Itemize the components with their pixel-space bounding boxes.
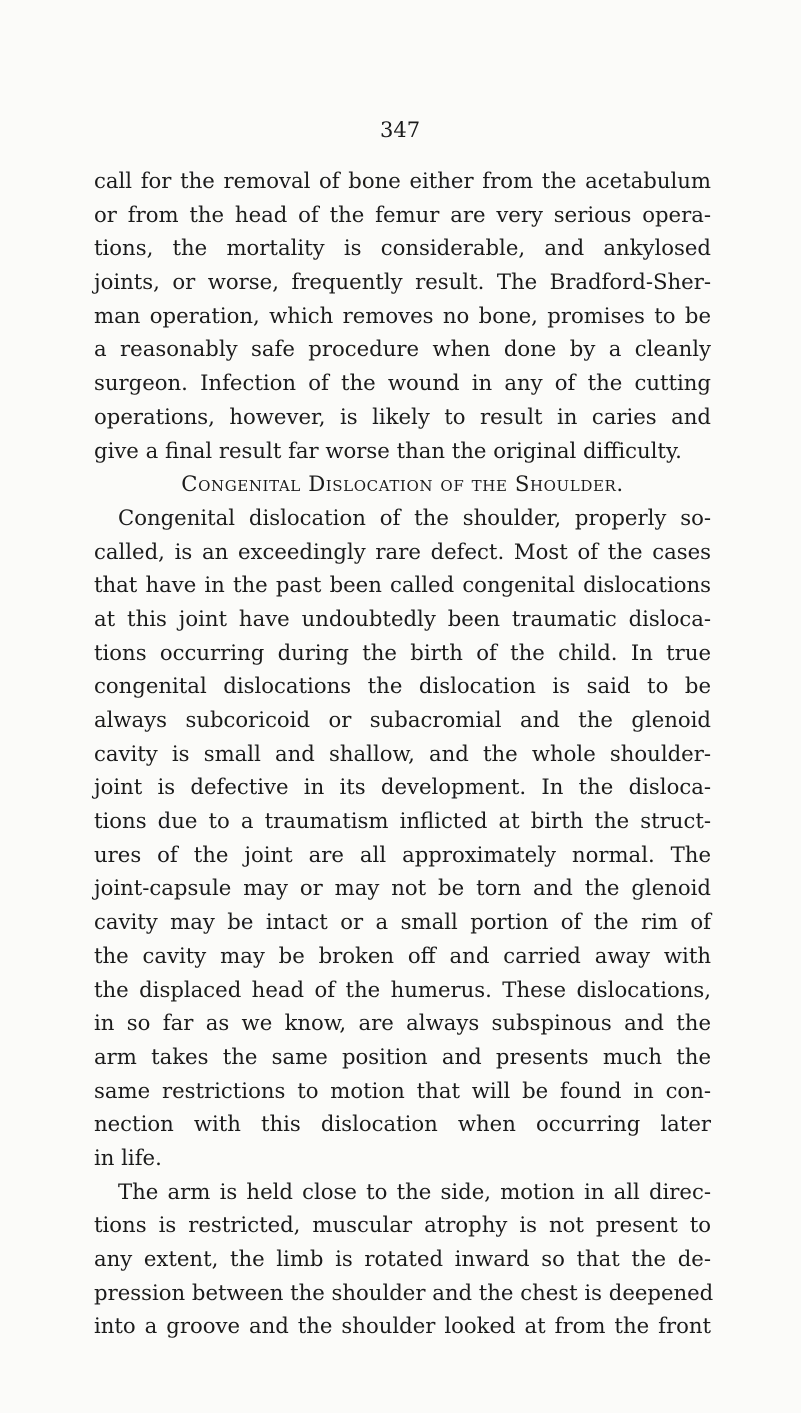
text-line: called, is an exceedingly rare defect. Most of the cases (94, 538, 711, 564)
text-line: The arm is held close to the side, motion in all direc- (118, 1178, 711, 1204)
text-line: joints, or worse, frequently result. The Bradford-Sher- (94, 269, 711, 295)
text-line: tions is restricted, muscular atrophy is not present to (94, 1212, 711, 1238)
text-line: joint-capsule may or may not be torn and the glenoid (94, 875, 711, 901)
text-line: a reasonably safe procedure when done by a cleanly (94, 336, 711, 362)
text-line: surgeon. Infection of the wound in any of the cutting (94, 370, 711, 396)
text-line: cavity may be intact or a small portion of the rim of (94, 909, 711, 935)
text-line: in so far as we know, are always subspinous and the (94, 1010, 711, 1036)
body-text (94, 164, 714, 1343)
text-line: into a groove and the shoulder looked at from the front (94, 1313, 711, 1339)
text-line: cavity is small and shallow, and the whole shoulder- (94, 740, 711, 766)
paragraph-3 (94, 1175, 714, 1343)
text-line: the cavity may be broken off and carried away with (94, 942, 711, 968)
text-line: congenital dislocations the dislocation is said to be (94, 673, 711, 699)
text-line: man operation, which removes no bone, promises to be (94, 302, 711, 328)
text-line: tions, the mortality is considerable, and ankylosed (94, 235, 711, 261)
text-line: nection with this dislocation when occurring later (94, 1111, 711, 1137)
text-line: call for the removal of bone either from the acetabulum (94, 168, 711, 193)
text-line: always subcoricoid or subacromial and the glenoid (94, 707, 711, 732)
text-line: ures of the joint are all approximately normal. The (94, 841, 711, 867)
text-line: or from the head of the femur are very serious opera- (94, 201, 711, 227)
text-line: Congenital dislocation of the shoulder, properly so- (118, 504, 711, 530)
paragraph-1 (94, 164, 711, 467)
paragraph-2 (94, 501, 711, 1175)
text-line: that have in the past been called congenital dislocations (94, 572, 711, 598)
text-line: arm takes the same position and presents much the (94, 1043, 711, 1069)
text-line: any extent, the limb is rotated inward so that the de- (94, 1246, 711, 1271)
text-line: operations, however, is likely to result in caries and (94, 403, 711, 429)
text-line: at this joint have undoubtedly been traumatic disloca- (94, 605, 711, 631)
section-heading: Congenital Dislocation of the Shoulder. (181, 471, 624, 497)
text-line: tions occurring during the birth of the child. In true (94, 639, 711, 665)
page-number: 347 (380, 118, 421, 142)
text-line: the displaced head of the humerus. These dislocations, (94, 976, 711, 1002)
text-line: same restrictions to motion that will be found in con- (94, 1077, 711, 1103)
text-line: in life. (94, 1144, 162, 1170)
text-line: pression between the shoulder and the chest is deepened (94, 1279, 714, 1305)
text-line: joint is defective in its development. In the disloca- (94, 774, 711, 800)
text-line: give a final result far worse than the original difficulty. (94, 437, 682, 463)
text-line: tions due to a traumatism inflicted at birth the struct- (94, 808, 711, 834)
